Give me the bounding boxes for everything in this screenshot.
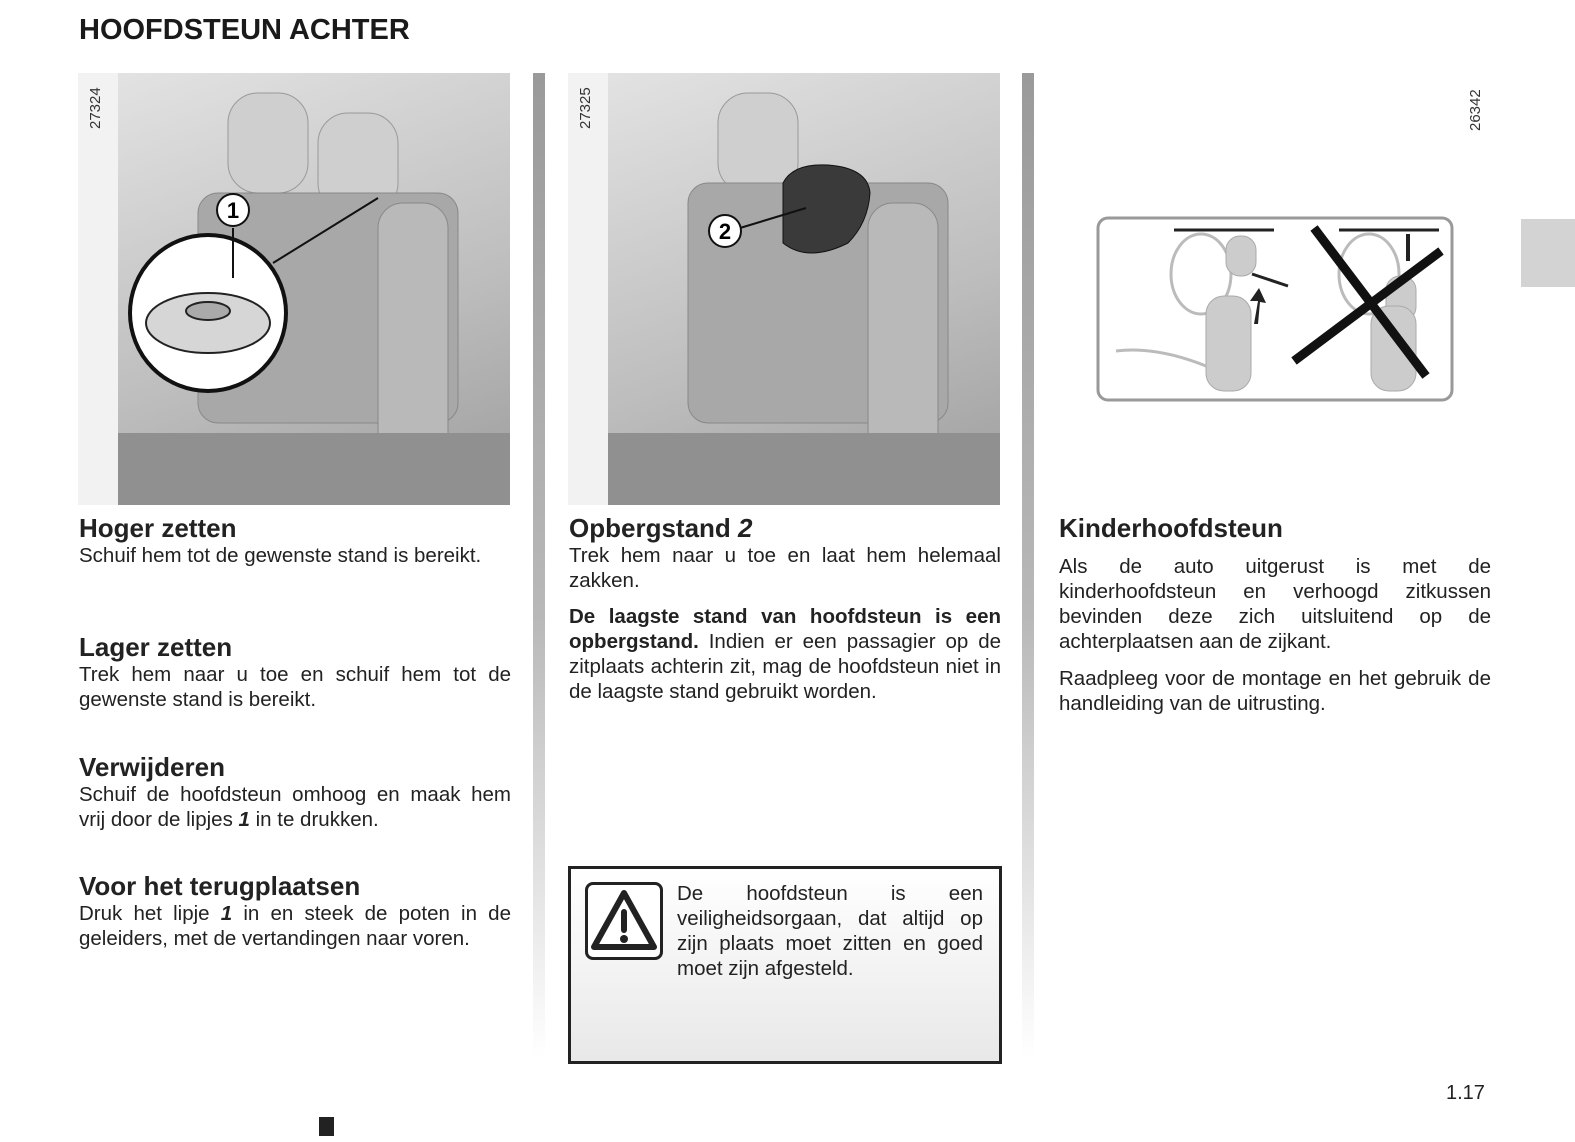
text-lager-zetten: Trek hem naar u toe en schuif hem tot de gewenste stand is bereikt.	[79, 663, 511, 711]
figure-code: 27325	[577, 87, 594, 129]
figure-headrest-tab	[78, 73, 510, 505]
text-part: Schuif de hoofdsteun omhoog en maak hem vrij door de lipjes	[79, 783, 511, 831]
ref-1: 1	[220, 902, 233, 925]
text-raadpleeg: Raadpleeg voor de montage en het gebruik de handleiding van de uitrusting.	[1059, 667, 1491, 715]
column-divider	[1022, 73, 1034, 1058]
heading-kinderhoofdsteun: Kinderhoofdsteun	[1059, 513, 1283, 543]
text-part: in en steek de poten in de geleiders, met de vertandingen naar voren.	[79, 902, 511, 950]
heading-terugplaatsen: Voor het terugplaatsen	[79, 871, 361, 901]
text-part: Indien er een passagier op de zitplaats achterin zit, mag de hoofdsteun niet in de laagste stand gebruikt worden.	[569, 630, 1001, 703]
seat-illustration	[568, 73, 1000, 505]
warning-triangle-icon	[585, 882, 663, 960]
warning-box	[568, 866, 1002, 1064]
seat-illustration	[78, 73, 510, 505]
heading-text: Opbergstand	[569, 513, 739, 543]
text-kinderhoofdsteun: Als de auto uitgerust is met de kinderhoofdsteun en verhoogd zitkussen bevinden deze zich uitsluitend op de achterplaatsen aan de zijkant.	[1059, 555, 1491, 653]
figure-code: 27324	[87, 87, 104, 129]
figure-code: 26342	[1467, 89, 1484, 131]
page-marker	[319, 1117, 334, 1136]
text-hoger-zetten: Schuif hem tot de gewenste stand is bereikt.	[79, 544, 482, 567]
heading-hoger-zetten: Hoger zetten	[79, 513, 237, 543]
heading-verwijderen: Verwijderen	[79, 752, 225, 782]
text-opbergstand-note	[569, 604, 1001, 704]
column-divider	[533, 73, 545, 1058]
text-terugplaatsen	[79, 901, 511, 951]
figure-headrest-storage	[568, 73, 1000, 505]
warning-text: De hoofdsteun is een veiligheidsorgaan, dat altijd op zijn plaats moet zitten en goed moet zijn afgesteld.	[677, 882, 983, 980]
page-title: HOOFDSTEUN ACHTER	[79, 14, 410, 46]
ref-1: 1	[238, 808, 250, 831]
section-tab	[1521, 219, 1575, 287]
text-part: in te drukken.	[249, 808, 379, 831]
text-verwijderen	[79, 782, 511, 832]
page-number: 1.17	[1446, 1082, 1485, 1104]
callout-1: 1	[226, 198, 240, 223]
text-opbergstand: Trek hem naar u toe en laat hem helemaal zakken.	[569, 544, 1001, 592]
ref-2: 2	[738, 513, 753, 543]
heading-lager-zetten: Lager zetten	[79, 632, 233, 662]
child-headrest-diagram	[1096, 216, 1454, 402]
text-part: Druk het lipje	[79, 902, 221, 925]
callout-2: 2	[718, 219, 732, 244]
heading-opbergstand	[569, 513, 752, 544]
bold-note: De laagste stand van hoofdsteun is een opbergstand.	[569, 605, 1001, 653]
